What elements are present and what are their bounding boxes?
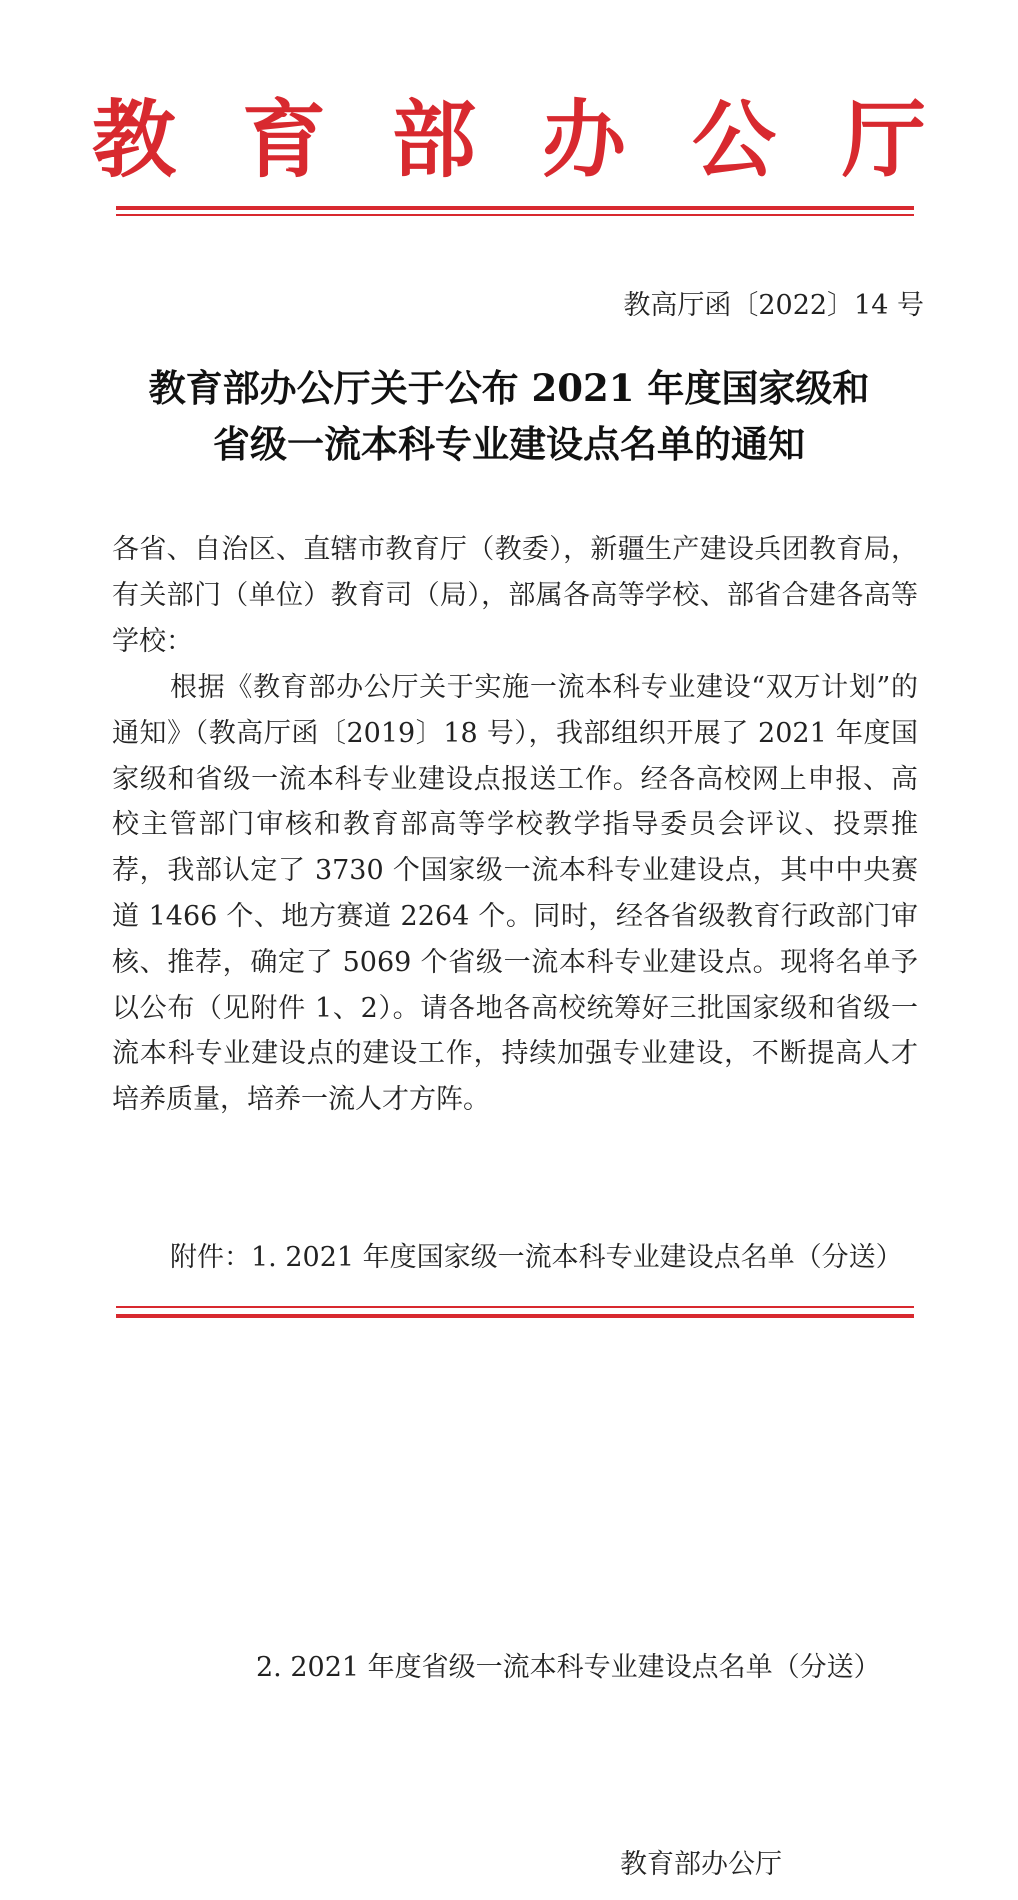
attachment-1: 附件：1. 2021 年度国家级一流本科专业建设点名单（分送） — [170, 1242, 903, 1273]
issuer-char: 教 — [91, 90, 176, 189]
issuer-char: 部 — [391, 90, 476, 189]
document-number: 教高厅函〔2022〕14 号 — [623, 290, 924, 321]
issuer-char: 办 — [542, 90, 627, 189]
signature: 教育部办公厅 — [620, 1849, 782, 1880]
issuer-char: 育 — [241, 90, 326, 189]
issuer-header — [0, 90, 1018, 190]
attachment-2: 2. 2021 年度省级一流本科专业建设点名单（分送） — [256, 1652, 881, 1683]
issuer-char: 公 — [692, 90, 777, 189]
footer-divider-thin — [116, 1306, 914, 1308]
footer-divider-thick — [116, 1314, 914, 1318]
main-paragraph — [112, 665, 918, 1123]
header-divider-thick — [116, 206, 914, 210]
recipients — [112, 527, 918, 664]
title-line-2: 省级一流本科专业建设点名单的通知 — [213, 422, 805, 466]
issuer-char: 厅 — [842, 90, 927, 189]
recipients-text: 各省、自治区、直辖市教育厅（教委），新疆生产建设兵团教育局，有关部门（单位）教育司（局），部属各高等学校、部省合建各高等学校： — [112, 534, 918, 657]
title-line-1: 教育部办公厅关于公布 2021 年度国家级和 — [148, 366, 870, 410]
document-title — [80, 360, 938, 472]
header-divider-thin — [116, 214, 914, 216]
main-paragraph-text: 根据《教育部办公厅关于实施一流本科专业建设“双万计划”的通知》（教高厅函〔2019〕18 号），我部组织开展了 2021 年度国家级和省级一流本科专业建设点报送工作。经各高校网上申报、高校主管部门审核和教育部高等学校教学指导委员会评议、投票推荐，我部认定了 3730 个国家级一流本科专业建设点，其中中央赛道 1466 个、地方赛道 2264 个。同时，经各省级教育行政部门审核、推荐，确定了 5069 个省级一流本科专业建设点。现将名单予以公布（见附件 1、2）。请各地各高校统筹好三批国家级和省级一流本科专业建设点的建设工作，持续加强专业建设，不断提高人才培养质量，培养一流人才方阵。 — [112, 672, 918, 1116]
